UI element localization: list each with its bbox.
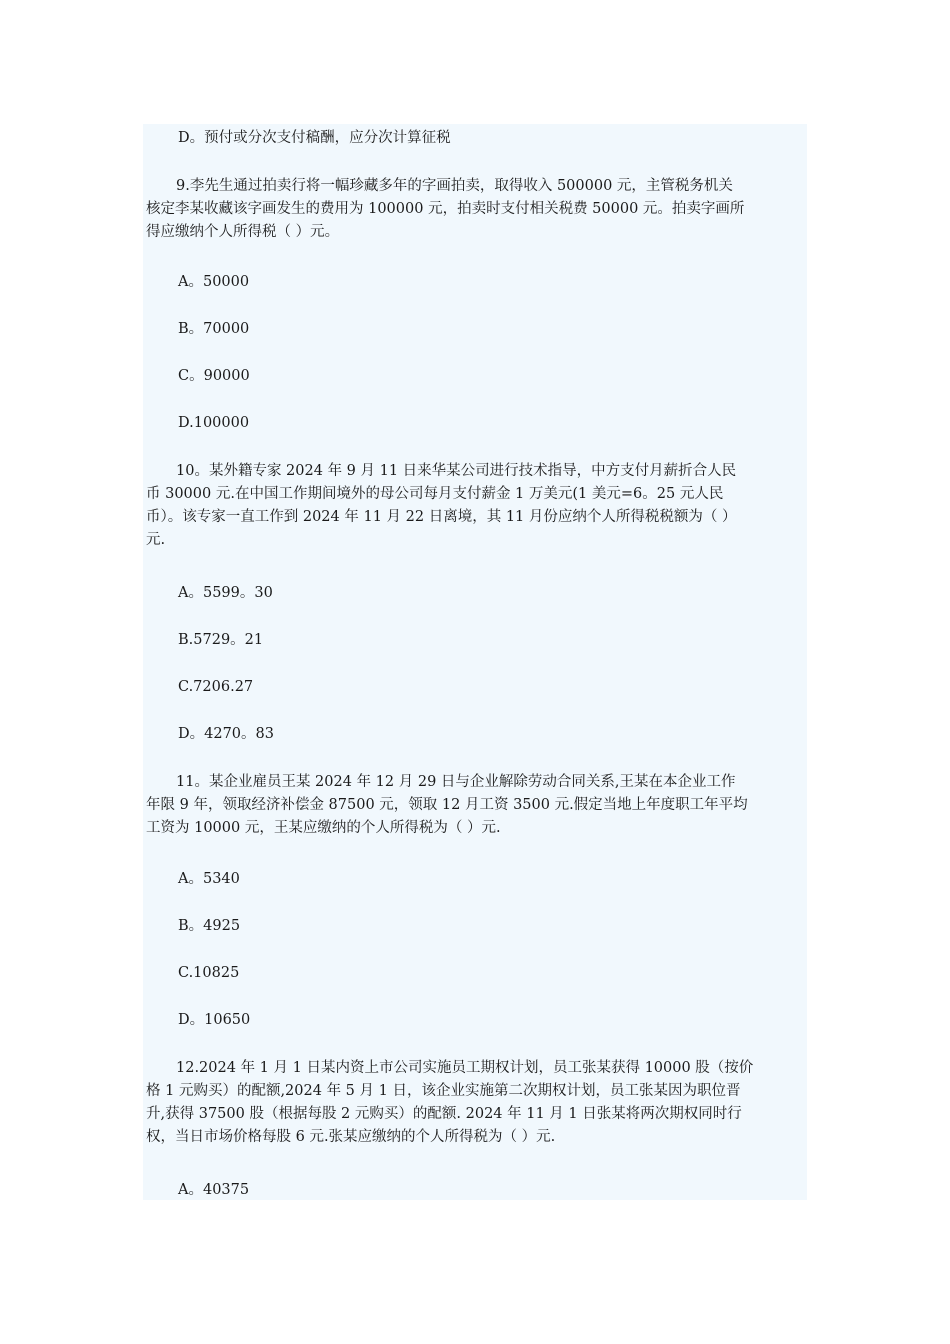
question-10-line-1: 10。某外籍专家 2024 年 9 月 11 日来华某公司进行技术指导，中方支付月薪折合人民: [176, 463, 737, 479]
question-12-line-4: 权，当日市场价格每股 6 元.张某应缴纳的个人所得税为（ ）元.: [146, 1129, 556, 1145]
question-content-area: [143, 124, 807, 1200]
option-b-q9: B。70000: [178, 321, 250, 337]
option-a-q9: A。50000: [178, 274, 250, 290]
question-10-line-3: 币）。该专家一直工作到 2024 年 11 月 22 日离境，其 11 月份应纳个人所得税税额为（ ）: [146, 509, 737, 525]
question-11-line-1: 11。某企业雇员王某 2024 年 12 月 29 日与企业解除劳动合同关系,王某在本企业工作: [176, 774, 736, 790]
question-12-line-3: 升,获得 37500 股（根据每股 2 元购买）的配额. 2024 年 11 月 1 日张某将两次期权同时行: [146, 1106, 742, 1122]
option-c-q11: C.10825: [178, 965, 240, 981]
question-11-line-2: 年限 9 年，领取经济补偿金 87500 元，领取 12 月工资 3500 元.假定当地上年度职工年平均: [146, 797, 748, 813]
question-12-line-1: 12.2024 年 1 月 1 日某内资上市公司实施员工期权计划，员工张某获得 10000 股（按价: [176, 1060, 754, 1076]
question-9-line-3: 得应缴纳个人所得税（ ）元。: [146, 224, 340, 240]
option-d-q10: D。4270。83: [178, 726, 274, 742]
option-a-q10: A。5599。30: [178, 585, 273, 601]
option-b-q10: B.5729。21: [178, 632, 264, 648]
option-d-q11: D。10650: [178, 1012, 251, 1028]
option-c-q9: C。90000: [178, 368, 250, 384]
question-12-line-2: 格 1 元购买）的配额,2024 年 5 月 1 日，该企业实施第二次期权计划，员工张某因为职位晋: [146, 1083, 741, 1099]
option-d-q8: D。预付或分次支付稿酬，应分次计算征税: [178, 130, 451, 146]
option-d-q9: D.100000: [178, 415, 250, 431]
option-b-q11: B。4925: [178, 918, 241, 934]
question-10-line-4: 元.: [146, 532, 166, 548]
question-9-line-2: 核定李某收藏该字画发生的费用为 100000 元，拍卖时支付相关税费 50000 元。拍卖字画所: [146, 201, 745, 217]
question-9-line-1: 9.李先生通过拍卖行将一幅珍藏多年的字画拍卖，取得收入 500000 元，主管税务机关: [176, 178, 733, 194]
question-11-line-3: 工资为 10000 元，王某应缴纳的个人所得税为（ ）元.: [146, 820, 501, 836]
option-a-q11: A。5340: [178, 871, 240, 887]
question-10-line-2: 币 30000 元.在中国工作期间境外的母公司每月支付薪金 1 万美元(1 美元=6。25 元人民: [146, 486, 724, 502]
option-c-q10: C.7206.27: [178, 679, 254, 695]
option-a-q12: A。40375: [178, 1182, 250, 1198]
